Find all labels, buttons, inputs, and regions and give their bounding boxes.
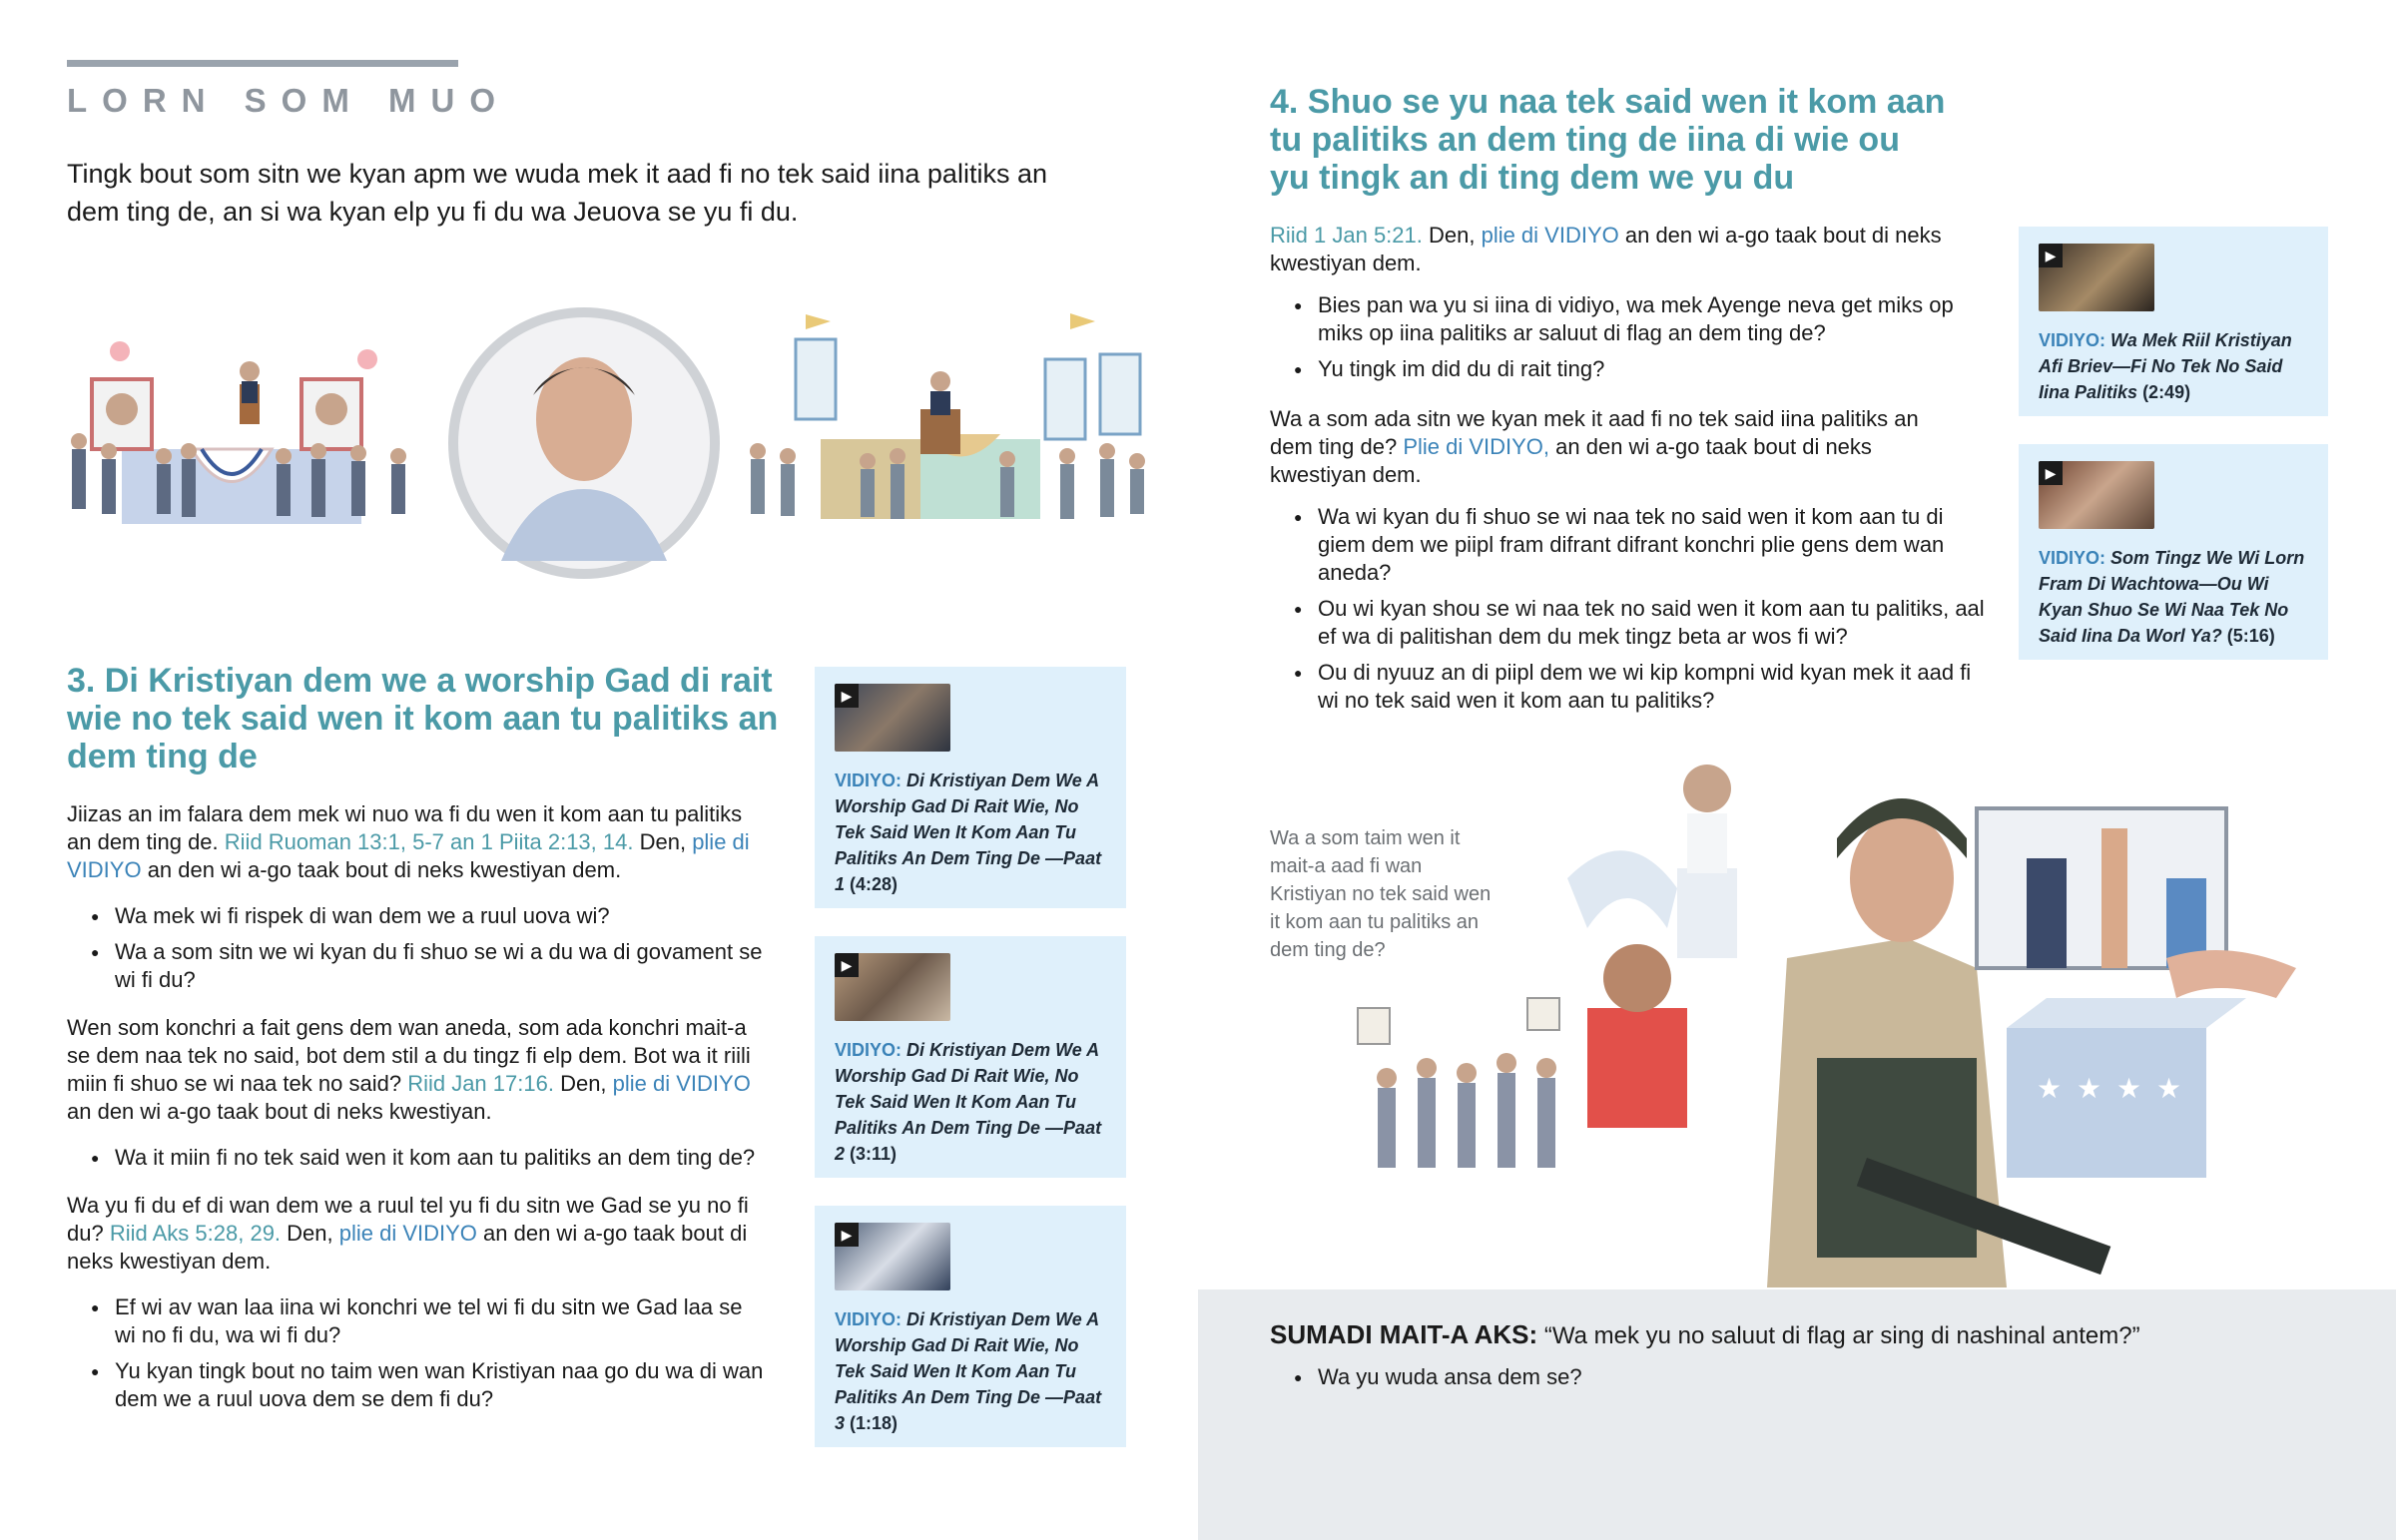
section-4-paragraph-1	[1270, 222, 1989, 277]
play-video-link[interactable]: Plie di VIDIYO,	[1403, 434, 1550, 459]
neutrality-illustration	[1348, 759, 2316, 1289]
question-item: ● Bies pan wa yu si iina di vidiyo, wa mek Ayenge neva get miks op miks op iina palitiks ar saluut di flag an dem ting de?	[1270, 291, 1989, 347]
play-icon[interactable]: ▶	[2039, 461, 2063, 485]
paragraph-text: Den,	[1422, 223, 1482, 248]
left-rally-scene	[71, 341, 406, 524]
scripture-reference-link[interactable]: Riid 1 Jan 5:21.	[1270, 223, 1423, 248]
video-caption	[2039, 545, 2308, 649]
play-icon[interactable]: ▶	[835, 684, 859, 708]
video-caption	[835, 1037, 1106, 1167]
question-item: ● Yu tingk im did du di rait ting?	[1270, 355, 1989, 383]
video-tag: VIDIYO:	[2039, 330, 2106, 350]
sports-fan	[1567, 850, 1687, 1128]
question-list-2	[67, 1144, 766, 1172]
intro-paragraph: Tingk bout som sitn we kyan apm we wuda mek it aad fi no tek said iina palitiks an dem ting de, an si wa kyan elp yu fi du wa Jeuova se yu fi du.	[67, 159, 1047, 227]
paragraph-text: Jiizas an im falara dem mek wi nuo wa fi du wen it kom aan tu palitiks an dem ting de.	[67, 801, 743, 854]
play-icon[interactable]: ▶	[2039, 244, 2063, 267]
video-title[interactable]: Di Kristiyan Dem We A Worship Gad Di Rait Wie, No Tek Said Wen It Kom Aan Tu Palitiks An Dem Ting De —Paat 2	[835, 1040, 1102, 1164]
section-3-paragraph-2	[67, 1014, 766, 1126]
play-video-link[interactable]: plie di VIDIYO	[1481, 223, 1619, 248]
play-icon[interactable]: ▶	[835, 1223, 859, 1247]
svg-text:★: ★	[2116, 1072, 2142, 1105]
right-rally-scene	[750, 313, 1145, 519]
play-video-link[interactable]: plie di VIDIYO	[338, 1221, 477, 1246]
scripture-reference-link[interactable]: Riid Jan 17:16.	[407, 1071, 554, 1096]
svg-text:★: ★	[2037, 1072, 2063, 1105]
question-item: ● Ou wi kyan shou se wi naa tek no said wen it kom aan tu palitiks, aal ef wa di palitishan dem du mek tingz beta ar wos fi wi?	[1270, 595, 1989, 651]
video-card-riil-kristiyan[interactable]	[2019, 227, 2328, 416]
play-video-link[interactable]: plie di VIDIYO	[612, 1071, 751, 1096]
section-4-body	[1270, 222, 1989, 723]
paragraph-text: an den wi a-go taak bout di neks kwestiyan dem.	[67, 1221, 748, 1274]
question-list-3	[67, 1293, 766, 1413]
video-thumbnail[interactable]	[2039, 461, 2154, 529]
paragraph-text: Wa a som ada sitn we kyan mek it aad fi no tek said iina palitiks an dem ting de?	[1270, 406, 1919, 459]
illustration-caption: Wa a som taim wen it mait-a aad fi wan Kristiyan no tek said wen it kom aan tu palitiks an dem ting de?	[1270, 827, 1492, 961]
question-item: ● Ou di nyuuz an di piipl dem we wi kip kompni wid kyan mek it aad fi wi no tek said wen it kom aan tu palitiks?	[1270, 659, 1989, 715]
video-tag: VIDIYO:	[2039, 548, 2106, 568]
paragraph-text: Den,	[633, 829, 693, 854]
svg-text:★: ★	[2156, 1072, 2182, 1105]
video-thumbnail[interactable]	[835, 953, 950, 1021]
paragraph-text: an den wi a-go taak bout di neks kwestiyan dem.	[1270, 434, 1872, 487]
kicker-rule	[67, 60, 458, 67]
video-card-part-2[interactable]	[815, 936, 1126, 1178]
paragraph-text: Den,	[553, 1071, 613, 1096]
svg-text:★: ★	[2077, 1072, 2102, 1105]
paragraph-text: Wa yu fi du ef di wan dem we a ruul tel yu fi du sitn we Gad se yu no fi du?	[67, 1193, 749, 1246]
section-3-body	[67, 800, 766, 1421]
ballot-box	[2007, 950, 2296, 1178]
section-3-heading: 3. Di Kristiyan dem we a worship Gad di rait wie no tek said wen it kom aan tu palitiks an dem ting de	[67, 662, 779, 775]
question-list-1	[67, 902, 766, 994]
video-caption	[835, 768, 1106, 897]
video-duration: (3:11)	[850, 1144, 898, 1164]
video-title[interactable]: Di Kristiyan Dem We A Worship Gad Di Rait Wie, No Tek Said Wen It Kom Aan Tu Palitiks An Dem Ting De —Paat 1	[835, 770, 1102, 894]
summary-label: SUMADI MAIT-A AKS:	[1270, 1319, 1538, 1349]
video-duration: (1:18)	[850, 1413, 898, 1433]
tv-with-politicians	[1977, 808, 2226, 968]
portrait-medallion	[448, 307, 720, 579]
paragraph-text: an den wi a-go taak bout di neks kwestiyan dem.	[141, 857, 622, 882]
question-item: ● Wa yu wuda ansa dem se?	[1270, 1363, 2348, 1391]
video-tag: VIDIYO:	[835, 770, 902, 790]
singing-man	[1677, 765, 1737, 958]
paragraph-text: Wen som konchri a fait gens dem wan aneda, som ada konchri mait-a se dem naa tek no said, bot dem stil a du tingz fi elp dem. Bot wa it riili miin fi shuo se wi naa tek no said?	[67, 1015, 751, 1096]
question-item: ● Ef wi av wan laa iina wi konchri we tel wi fi du sitn we Gad laa se wi no fi du, wa wi fi du?	[67, 1293, 766, 1349]
political-rally-illustration	[62, 299, 1160, 589]
video-title[interactable]: Di Kristiyan Dem We A Worship Gad Di Rait Wie, No Tek Said Wen It Kom Aan Tu Palitiks An Dem Ting De —Paat 3	[835, 1309, 1102, 1433]
summary-quote: “Wa mek yu no saluut di flag ar sing di nashinal antem?”	[1537, 1322, 2140, 1349]
video-caption	[835, 1306, 1106, 1436]
section-3-paragraph-3	[67, 1192, 766, 1276]
paragraph-text: an den wi a-go taak bout di neks kwestiyan dem.	[1270, 223, 1942, 275]
video-tag: VIDIYO:	[835, 1309, 902, 1329]
question-list-4b	[1270, 503, 1989, 715]
video-caption	[2039, 327, 2308, 405]
summary-prompt	[1270, 1317, 2348, 1353]
video-card-part-3[interactable]	[815, 1206, 1126, 1447]
question-list-4a	[1270, 291, 1989, 383]
video-thumbnail[interactable]	[835, 684, 950, 752]
summary-question-list	[1270, 1363, 2348, 1399]
kicker-label: LORN SOM MUO	[67, 82, 510, 119]
section-4-paragraph-2	[1270, 405, 1929, 489]
video-duration: (2:49)	[2142, 382, 2191, 402]
video-card-wachtowa[interactable]	[2019, 444, 2328, 660]
protest-group	[1378, 1073, 1555, 1168]
video-duration: (4:28)	[850, 874, 898, 894]
question-item: ● Wa a som sitn we wi kyan du fi shuo se wi a du wa di govament se wi fi du?	[67, 938, 766, 994]
question-item: ● Yu kyan tingk bout no taim wen wan Kristiyan naa go du wa di wan dem we a ruul uova dem se dem fi du?	[67, 1357, 766, 1413]
question-item: ● Wa wi kyan du fi shuo se wi naa tek no said wen it kom aan tu di giem dem we piipl fram difrant difrant konchri plie gens dem wan aneda?	[1270, 503, 1989, 587]
video-tag: VIDIYO:	[835, 1040, 902, 1060]
play-icon[interactable]: ▶	[835, 953, 859, 977]
paragraph-text: an den wi a-go taak bout di neks kwestiyan.	[67, 1099, 492, 1124]
play-video-link[interactable]: plie di VIDIYO	[67, 829, 750, 882]
video-thumbnail[interactable]	[835, 1223, 950, 1290]
section-3-paragraph-1	[67, 800, 766, 884]
video-duration: (5:16)	[2226, 626, 2275, 646]
scripture-reference-link[interactable]: Riid Ruoman 13:1, 5-7 an 1 Piita 2:13, 14.	[224, 829, 634, 854]
paragraph-text: Den,	[281, 1221, 339, 1246]
video-card-part-1[interactable]	[815, 667, 1126, 908]
section-4-heading: 4. Shuo se yu naa tek said wen it kom aan tu palitiks an dem ting de iina di wie ou yu tingk an di ting dem we yu du	[1270, 83, 1946, 197]
question-item: ● Wa mek wi fi rispek di wan dem we a ruul uova wi?	[67, 902, 766, 930]
video-title[interactable]: Som Tingz We Wi Lorn Fram Di Wachtowa—Ou Wi Kyan Shuo Se Wi Naa Tek No Said Iina Da Worl Ya?	[2039, 548, 2305, 646]
video-thumbnail[interactable]	[2039, 244, 2154, 311]
video-title[interactable]: Wa Mek Riil Kristiyan Afi Briev—Fi No Tek No Said Iina Palitiks	[2039, 330, 2292, 402]
scripture-reference-link[interactable]: Riid Aks 5:28, 29.	[109, 1221, 282, 1246]
question-item: ● Wa it miin fi no tek said wen it kom aan tu palitiks an dem ting de?	[67, 1144, 766, 1172]
